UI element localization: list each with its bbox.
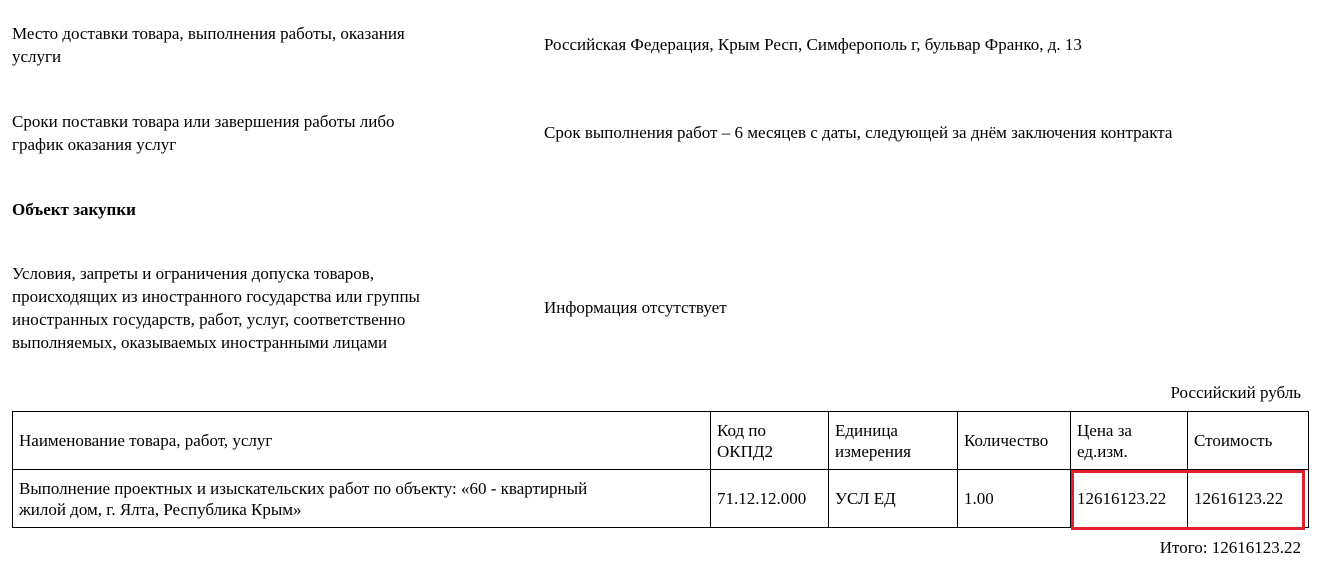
header-qty: Количество [958,412,1071,470]
delivery-place-value: Российская Федерация, Крым Респ, Симферополь г, бульвар Франко, д. 13 [544,35,1082,54]
header-okpd: Код по ОКПД2 [711,412,829,470]
cell-name: Выполнение проектных и изыскательских работ по объекту: «60 - квартирный жилой дом, г. Ялта, Республика Крым» [13,470,711,528]
header-unit: Единица измерения [829,412,958,470]
cell-price: 12616123.22 [1071,470,1188,528]
header-cost: Стоимость [1188,412,1309,470]
currency-label: Российский рубль [1170,383,1301,402]
delivery-terms-label [12,110,512,156]
section-title: Объект закупки [12,200,136,219]
total-label: Итого: 12616123.22 [1159,538,1301,557]
delivery-place-label-line: услуги [12,47,62,66]
delivery-terms-label-line: график оказания услуг [12,135,177,154]
cell-qty: 1.00 [958,470,1071,528]
restrictions-value: Информация отсутствует [544,298,727,317]
delivery-place-label-line: Место доставки товара, выполнения работы, оказания [12,24,405,43]
delivery-terms-label-line: Сроки поставки товара или завершения работы либо [12,112,395,131]
restrictions-label [12,262,532,354]
restrictions-label-line: Условия, запреты и ограничения допуска товаров, [12,264,375,283]
header-name: Наименование товара, работ, услуг [13,412,711,470]
table-row [13,470,1309,528]
cell-unit: УСЛ ЕД [829,470,958,528]
delivery-place-label [12,22,512,68]
restrictions-label-line: происходящих из иностранного государства или группы [12,287,420,306]
items-table [12,411,1309,528]
restrictions-label-line: иностранных государств, работ, услуг, соответственно [12,310,406,329]
delivery-terms-value: Срок выполнения работ – 6 месяцев с даты, следующей за днём заключения контракта [544,123,1173,142]
restrictions-label-line: выполняемых, оказываемых иностранными лицами [12,333,388,352]
cell-okpd: 71.12.12.000 [711,470,829,528]
cell-cost: 12616123.22 [1188,470,1309,528]
table-header-row [13,412,1309,470]
header-price: Цена за ед.изм. [1071,412,1188,470]
